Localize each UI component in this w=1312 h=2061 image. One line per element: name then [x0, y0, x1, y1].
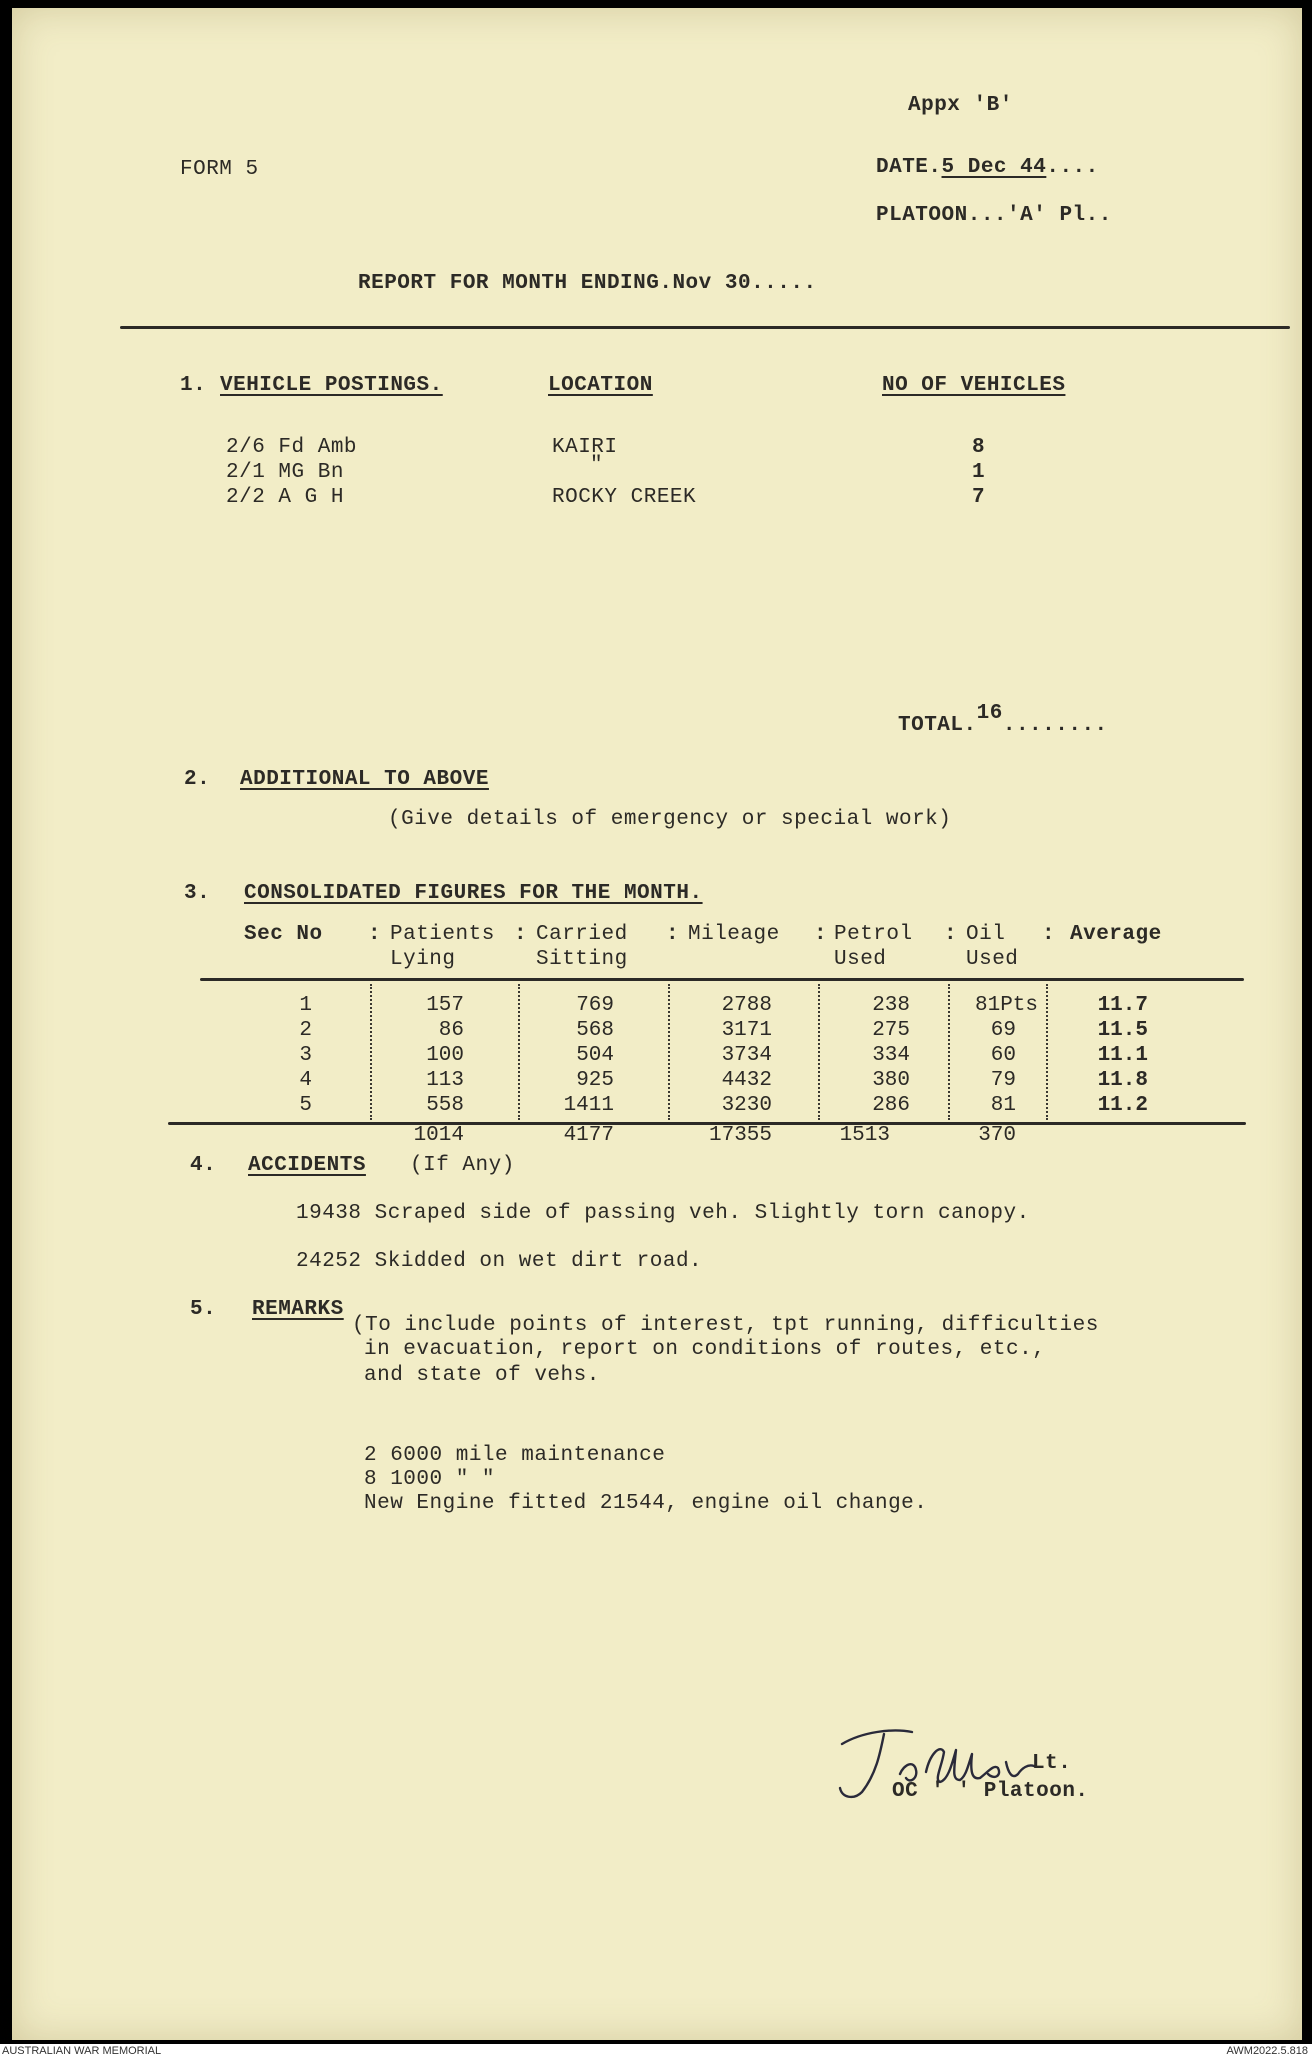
date-line: [876, 156, 1099, 179]
footer-left: AUSTRALIAN WAR MEMORIAL: [2, 2045, 162, 2057]
cell-mileage: 3171: [721, 1019, 772, 1042]
column-divider: [948, 984, 950, 1120]
vehicle-location: KAIRI: [552, 436, 618, 459]
report-value: Nov 30: [672, 272, 752, 295]
cell-sec: 4: [299, 1069, 312, 1092]
cell-oil: 69: [990, 1019, 1016, 1042]
section4-note: (If Any): [410, 1154, 515, 1177]
document-page: [12, 8, 1302, 2040]
form-label: FORM 5: [180, 158, 259, 181]
cell-average: 11.1: [1097, 1044, 1148, 1067]
cell-lying: 86: [438, 1019, 464, 1042]
cell-mileage: 4432: [721, 1069, 772, 1092]
cell-petrol: 286: [872, 1094, 910, 1117]
remarks-note-line: in evacuation, report on conditions of routes, etc.,: [364, 1338, 1046, 1361]
vehicle-unit: 2/6 Fd Amb: [226, 436, 358, 459]
cell-sec: 3: [299, 1044, 312, 1067]
column-divider: [370, 984, 372, 1120]
section1-location-header: LOCATION: [548, 374, 653, 397]
vehicle-count: 8: [972, 436, 986, 459]
remarks-note-line: (To include points of interest, tpt running, difficulties: [352, 1314, 1099, 1337]
remark-line: 8 1000 " ": [364, 1468, 496, 1491]
cell-petrol: 334: [872, 1044, 910, 1067]
cell-average: 11.7: [1097, 994, 1148, 1017]
section2-number: 2.: [184, 768, 211, 791]
cell-mileage: 3734: [721, 1044, 772, 1067]
total-label: TOTAL.: [898, 714, 977, 737]
cell-sitting: 925: [576, 1069, 614, 1092]
column-divider: [668, 984, 670, 1120]
cell-oil: 81: [990, 1094, 1016, 1117]
section5-number: 5.: [190, 1298, 217, 1321]
cell-mileage: 2788: [721, 994, 772, 1017]
vehicle-count: 7: [972, 486, 986, 509]
col-header-patients: Patients: [390, 923, 495, 946]
total-value: 16: [976, 702, 1003, 725]
archive-footer: [0, 2044, 1312, 2061]
col-sep: :: [514, 923, 528, 946]
column-divider: [818, 984, 820, 1120]
cell-sec: 1: [299, 994, 312, 1017]
remark-line: New Engine fitted 21544, engine oil change.: [364, 1492, 928, 1515]
cell-lying: 157: [426, 994, 464, 1017]
col-sep: :: [368, 923, 382, 946]
date-dots: ....: [1046, 156, 1099, 179]
column-divider: [518, 984, 520, 1120]
section5-title: REMARKS: [252, 1298, 344, 1321]
cell-sitting: 568: [576, 1019, 614, 1042]
section1-number: 1.: [180, 374, 207, 397]
column-divider: [1046, 984, 1048, 1120]
section4-number: 4.: [190, 1154, 217, 1177]
footer-right: AWM2022.5.818: [1226, 2045, 1308, 2057]
col-header-average: Average: [1070, 923, 1162, 946]
col-header-lying: Lying: [390, 948, 456, 971]
section1-vehicles-header: NO OF VEHICLES: [882, 374, 1066, 397]
col-header-carried: Carried: [536, 923, 628, 946]
section3-number: 3.: [184, 882, 211, 905]
section3-title: CONSOLIDATED FIGURES FOR THE MONTH.: [244, 882, 703, 905]
total-petrol: 1513: [839, 1124, 890, 1147]
cell-oil: 81Pts: [974, 994, 1038, 1017]
cell-sitting: 769: [576, 994, 614, 1017]
remark-line: 2 6000 mile maintenance: [364, 1444, 666, 1467]
col-sep: :: [814, 923, 828, 946]
appendix-label: Appx 'B': [908, 94, 1013, 117]
accident-item: 24252 Skidded on wet dirt road.: [296, 1250, 703, 1273]
header-divider: [120, 326, 1290, 329]
col-header-petrol-used: Used: [834, 948, 887, 971]
total-line: [898, 702, 1108, 737]
cell-sec: 5: [299, 1094, 312, 1117]
vehicle-unit: 2/1 MG Bn: [226, 461, 344, 484]
col-sep: :: [666, 923, 680, 946]
cell-petrol: 238: [872, 994, 910, 1017]
total-sitting: 4177: [563, 1124, 614, 1147]
cell-petrol: 275: [872, 1019, 910, 1042]
cell-petrol: 380: [872, 1069, 910, 1092]
cell-oil: 79: [990, 1069, 1016, 1092]
cell-lying: 558: [426, 1094, 464, 1117]
col-header-sitting: Sitting: [536, 948, 628, 971]
section2-title: ADDITIONAL TO ABOVE: [240, 768, 489, 791]
vehicle-location: ": [590, 454, 604, 477]
date-value: 5 Dec 44: [941, 156, 1047, 179]
cell-oil: 60: [990, 1044, 1016, 1067]
col-header-sec: Sec No: [244, 923, 323, 946]
table-header-rule: [200, 978, 1244, 981]
cell-lying: 100: [426, 1044, 464, 1067]
platoon-line: [876, 204, 1112, 227]
platoon-dots: ..: [1085, 204, 1112, 227]
vehicle-count: 1: [972, 461, 986, 484]
report-dots: .....: [751, 272, 817, 295]
remarks-note-line: and state of vehs.: [364, 1364, 600, 1387]
col-header-oil: Oil: [966, 923, 1006, 946]
report-line: [358, 272, 817, 295]
cell-sitting: 1411: [563, 1094, 614, 1117]
total-mileage: 17355: [708, 1124, 772, 1147]
cell-average: 11.2: [1097, 1094, 1148, 1117]
col-header-oil-used: Used: [966, 948, 1019, 971]
platoon-label: PLATOON...: [876, 204, 1008, 227]
cell-average: 11.8: [1097, 1069, 1148, 1092]
section1-title: VEHICLE POSTINGS.: [220, 374, 443, 397]
cell-sitting: 504: [576, 1044, 614, 1067]
cell-sec: 2: [299, 1019, 312, 1042]
section4-title: ACCIDENTS: [248, 1154, 366, 1177]
total-lying: 1014: [413, 1124, 464, 1147]
col-header-petrol: Petrol: [834, 923, 913, 946]
col-header-mileage: Mileage: [688, 923, 780, 946]
total-dots: ........: [1002, 714, 1108, 737]
signature-role: OC ' ' Platoon.: [892, 1780, 1089, 1803]
total-oil: 370: [978, 1124, 1016, 1147]
col-sep: :: [944, 923, 958, 946]
cell-lying: 113: [426, 1069, 464, 1092]
vehicle-location: ROCKY CREEK: [552, 486, 697, 509]
report-label: REPORT FOR MONTH ENDING.: [358, 272, 673, 295]
signature-rank: Lt.: [1032, 1752, 1072, 1775]
cell-average: 11.5: [1097, 1019, 1148, 1042]
col-sep: :: [1042, 923, 1056, 946]
vehicle-unit: 2/2 A G H: [226, 486, 344, 509]
cell-mileage: 3230: [721, 1094, 772, 1117]
accident-item: 19438 Scraped side of passing veh. Slightly torn canopy.: [296, 1202, 1030, 1225]
date-label: DATE.: [876, 156, 942, 179]
section2-note: (Give details of emergency or special work): [388, 808, 952, 831]
platoon-value: 'A' Pl: [1007, 204, 1086, 227]
